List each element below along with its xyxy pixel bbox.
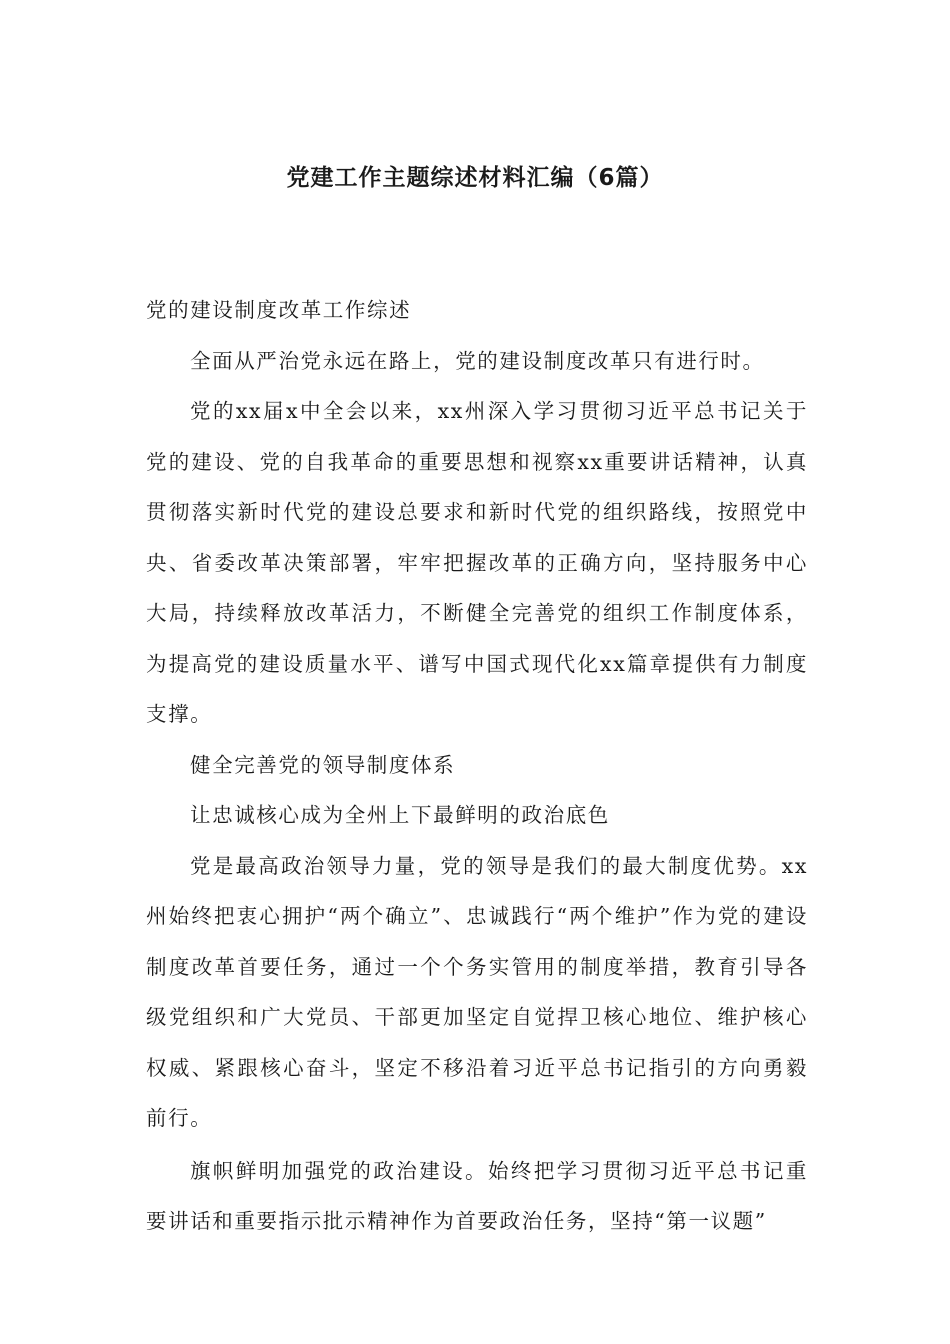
paragraph-party-leadership: 党是最高政治领导力量，党的领导是我们的最大制度优势。xx州始终把衷心拥护“两个确立”、忠诚践行“两个维护”作为党的建设制度改革首要任务，通过一个个务实管用的制度举措，教育引导各级党组织和广大党员、干部更加坚定自觉捍卫核心地位、维护核心权威、紧跟核心奋斗，坚定不移沿着习近平总书记指引的方向勇毅前行。 [146, 853, 808, 1130]
document-title: 党建工作主题综述材料汇编（6篇） [286, 165, 664, 191]
section-title: 党的建设制度改革工作综述 [146, 298, 412, 322]
subheading-loyalty: 让忠诚核心成为全州上下最鲜明的政治底色 [190, 803, 610, 827]
document-body [146, 285, 808, 1247]
subheading-leadership-system: 健全完善党的领导制度体系 [190, 752, 456, 777]
paragraph-intro: 全面从严治党永远在路上，党的建设制度改革只有进行时。 [190, 348, 765, 373]
paragraph-overview: 党的xx届x中全会以来，xx州深入学习贯彻习近平总书记关于党的建设、党的自我革命的重要思想和视察xx重要讲话精神，认真贯彻落实新时代党的建设总要求和新时代党的组织路线，按照党中央、省委改革决策部署，牢牢把握改革的正确方向，坚持服务中心大局，持续释放改革活力，不断健全完善党的组织工作制度体系，为提高党的建设质量水平、谱写中国式现代化xx篇章提供有力制度支撑。 [146, 399, 808, 726]
paragraph-political-building: 旗帜鲜明加强党的政治建设。始终把学习贯彻习近平总书记重要讲话和重要指示批示精神作为首要政治任务，坚持“第一议题” [146, 1158, 808, 1233]
